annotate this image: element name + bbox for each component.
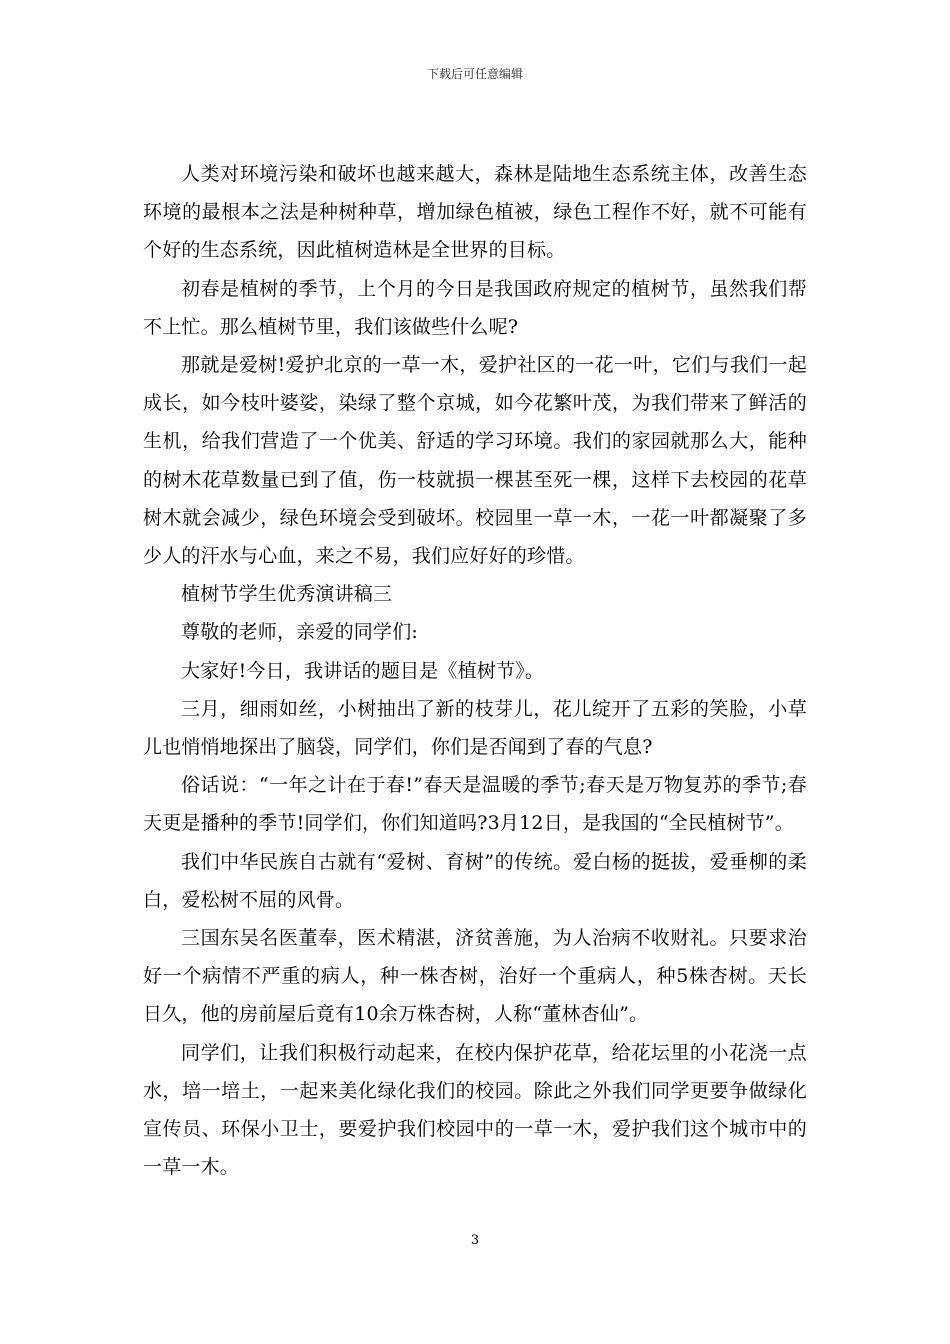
paragraph: 那就是爱树!爱护北京的一草一木，爱护社区的一花一叶，它们与我们一起成长，如今枝叶婆娑，染绿了整个京城，如今花繁叶茂，为我们带来了鲜活的生机，给我们营造了一个优美、舒适的学习环境。我们的家园就那么大，能种的树木花草数量已到了值，伤一枝就损一棵甚至死一棵，这样下去校园的花草树木就会减少，绿色环境会受到破坏。校园里一草一木，一花一叶都凝聚了多少人的汗水与心血，来之不易，我们应好好的珍惜。 (143, 354, 807, 568)
paragraph: 人类对环境污染和破坏也越来越大，森林是陆地生态系统主体，改善生态环境的最根本之法是种树种草，增加绿色植被，绿色工程作不好，就不可能有个好的生态系统，因此植树造林是全世界的目标。 (143, 163, 807, 262)
document-body (143, 155, 807, 1186)
paragraph: 俗话说：“一年之计在于春!”春天是温暖的季节;春天是万物复苏的季节;春天更是播种的季节!同学们，你们知道吗?3月12日，是我国的“全民植树节”。 (143, 774, 807, 835)
paragraph: 三国东吴名医董奉，医术精湛，济贫善施，为人治病不收财礼。只要求治好一个病情不严重的病人，种一株杏树，治好一个重病人，种5株杏树。天长日久，他的房前屋后竟有10余万株杏树，人称“董林杏仙”。 (143, 927, 807, 1026)
paragraph: 三月，细雨如丝，小树抽出了新的枝芽儿，花儿绽开了五彩的笑脸，小草儿也悄悄地探出了脑袋，同学们，你们是否闻到了春的气息? (143, 697, 807, 759)
paragraph: 同学们，让我们积极行动起来，在校内保护花草，给花坛里的小花浇一点水，培一培土，一起来美化绿化我们的校园。除此之外我们同学更要争做绿化宣传员、环保小卫士，要爱护我们校园中的一草一木，爱护我们这个城市中的一草一木。 (143, 1041, 807, 1179)
section-title: 植树节学生优秀演讲稿三 (181, 583, 393, 606)
greeting: 大家好!今日，我讲话的题目是《植树节》。 (181, 659, 545, 682)
paragraph: 我们中华民族自古就有“爱树、育树”的传统。爱白杨的挺拔，爱垂柳的柔白，爱松树不屈的风骨。 (143, 850, 807, 911)
page-header: 下载后可任意编辑 (426, 67, 523, 81)
page-number: 3 (470, 1233, 480, 1248)
paragraph: 初春是植树的季节，上个月的今日是我国政府规定的植树节，虽然我们帮不上忙。那么植树节里，我们该做些什么呢? (143, 277, 807, 338)
salutation: 尊敬的老师，亲爱的同学们: (181, 621, 419, 644)
